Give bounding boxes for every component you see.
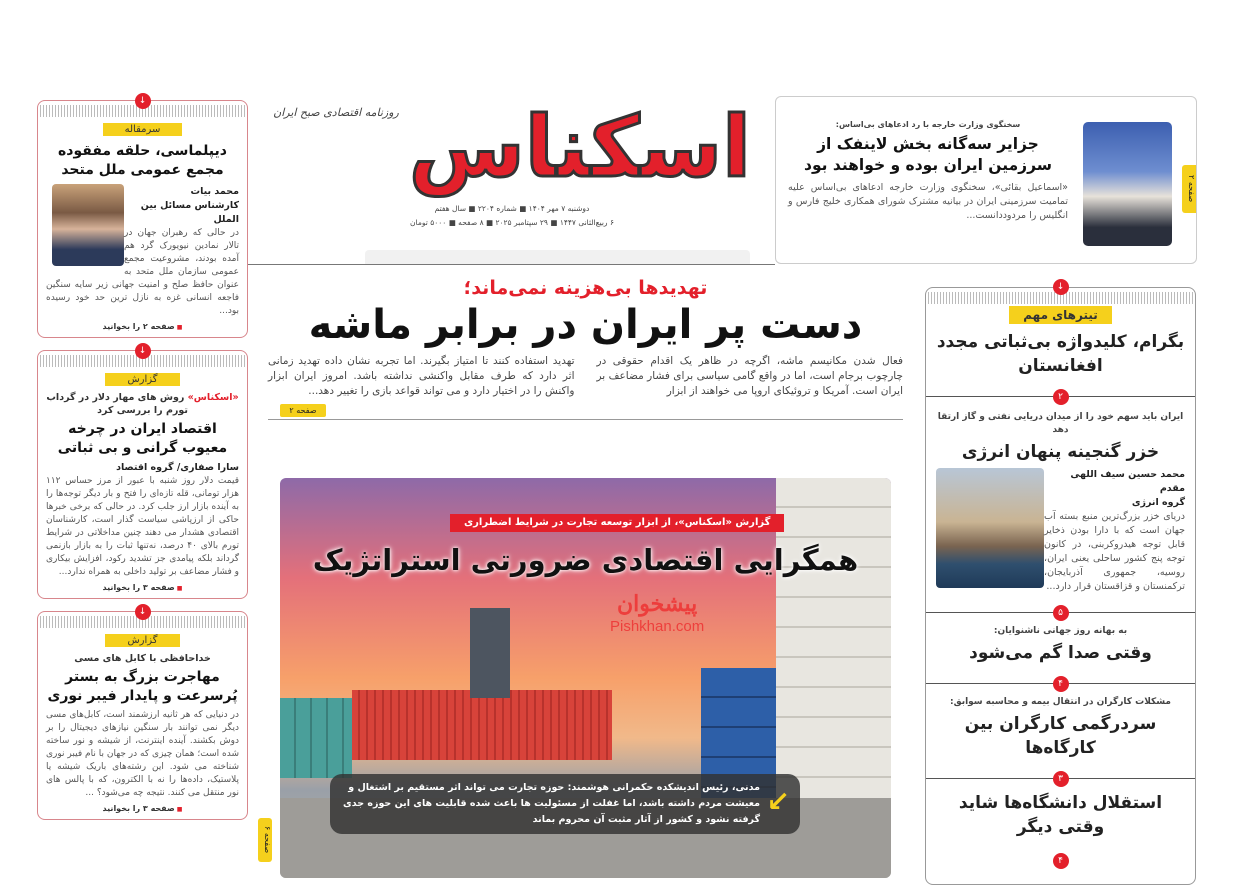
- headline-item[interactable]: [926, 397, 1195, 618]
- section-tag: سرمقاله: [103, 123, 183, 136]
- lead-divider: [268, 419, 903, 420]
- headline-item[interactable]: [926, 779, 1195, 866]
- lead-col-right: فعال شدن مکانیسم ماشه، اگرچه در ظاهر یک اقدام حقوقی در چارچوب برجام است، اما در واقع گامی سیاسی برای فشار مضاعف بر ایران است. آمریکا و تروئیکای اروپا می خواهند از ابزار: [596, 355, 903, 397]
- card-body: قیمت دلار روز شنبه با عبور از مرز حساس ۱۱۲ هزار تومانی، قله تازه‌ای را فتح و بار دیگر توجه‌ها را به آینده بازار ارز جلب کرد. در حالی که برخی خبرها حاکی از ارزپاشی سیاست گذار است، کارشناسان اقتصادی هشدار می دهند چنین مداخلاتی در شرایط تورم بالای ۴۰ درصد، نه‌تنها ثبات را به بازار بازنمی گرداند بلکه پیامدی جز تشدید رکود، افزایش بیکاری و فشار مضاعف بر تولید داخلی به همراه ندارد...: [46, 476, 239, 577]
- card-kicker: [46, 391, 239, 417]
- container-row: [280, 698, 352, 778]
- read-more-link[interactable]: ■ صفحه ۳ را بخوانید: [46, 583, 239, 592]
- page-number-badge: ۵: [1053, 605, 1069, 621]
- brand-name: «اسکناس»: [187, 392, 239, 403]
- kicker-text: روش های مهار دلار در گرداب تورم را بررسی کرد: [46, 392, 188, 416]
- watermark-en: Pishkhan.com: [610, 618, 705, 635]
- watermark-fa: پیشخوان: [616, 591, 698, 617]
- quote-box: [330, 774, 800, 834]
- pin-icon: ↓: [135, 343, 151, 359]
- editorial-card[interactable]: [37, 96, 248, 338]
- page-number-badge: ۳: [1053, 771, 1069, 787]
- top-story-headline: جزایر سه‌گانه بخش لاینفک از سرزمین ایران بوده و خواهند بود: [804, 135, 1052, 174]
- tagline: روزنامه اقتصادی صبح ایران: [273, 106, 399, 119]
- headlines-box: [925, 282, 1196, 885]
- section-tag: گزارش: [105, 373, 179, 386]
- author-name: سارا صفاری/ گروه اقتصاد: [116, 462, 239, 473]
- headline-item[interactable]: [926, 324, 1195, 402]
- item-headline: خزر گنجینه پنهان انرژی: [961, 442, 1160, 462]
- report-card-economy[interactable]: [37, 346, 248, 599]
- top-story-photo: [1083, 122, 1172, 246]
- top-story-kicker: سخنگوی وزارت خارجه با رد ادعاهای بی‌اساس:: [835, 120, 1021, 129]
- page-number-badge: ۴: [1053, 676, 1069, 692]
- page-number-badge: ۲: [1053, 389, 1069, 405]
- left-column: [37, 96, 248, 820]
- pin-icon: ↓: [135, 93, 151, 109]
- date-line-1: دوشنبه ۷ مهر ۱۴۰۴ ■ شماره ۲۲۰۴ ■ سال هفتم: [434, 204, 590, 213]
- author-name: محمد بیات: [190, 186, 239, 197]
- item-body: دریای خزر بزرگ‌ترین منبع بسته آب جهان است که با دارا بودن ذخایر قابل توجه هیدروکربنی، در کانون توجه پنج کشور ساحلی یعنی ایران، روسیه، جمهوری آذربایجان، ترکمنستان و قزاقستان قرار دارد...: [1044, 511, 1185, 592]
- item-kicker: مشکلات کارگران در انتقال بیمه و محاسبه سوابق:: [949, 697, 1171, 707]
- author-role: گروه انرژی: [1131, 497, 1185, 508]
- lead-page-tag[interactable]: صفحه ۲: [280, 404, 326, 417]
- card-body: در دنیایی که هر ثانیه ارزشمند است، کابل‌های مسی دیگر نمی توانند بار سنگین نیازهای دیجیتال را بر دوش بکشند. آینده اینترنت، از شیشه و نور ساخته شده است؛ همان چیزی که در جهان با نام فیبر نوری شناخته می شود. این رشته‌های باریک شیشه یا پلاستیک، داده‌ها را نه با الکترون، که با پالس های نور منتقل می کنند. نتیجه چه می‌شود؟ ...: [46, 710, 239, 798]
- masthead-divider: [245, 264, 775, 265]
- page-tag[interactable]: صفحه ۲: [1182, 165, 1196, 213]
- card-body: در حالی که رهبران جهان در تالار نمادین نیویورک گرد هم آمده بودند، مشروعیت مجمع عمومی سازمان ملل متحد به عنوان حافظ صلح و امنیت جهانی زیر سایه سنگین فاجعه انسانی غزه به نازل ترین حد خود رسیده بود...: [46, 228, 239, 316]
- report-card-fiber[interactable]: [37, 607, 248, 820]
- page-number-badge: ۴: [1053, 853, 1069, 869]
- author-name: محمد حسین سیف اللهی مقدم: [1070, 469, 1185, 494]
- masthead: [272, 92, 752, 230]
- lead-story[interactable]: [268, 276, 903, 420]
- newspaper-logo: اسکناس: [408, 98, 751, 196]
- top-story-body: «اسماعیل بقائی»، سخنگوی وزارت خارجه ادعاهای بی‌اساس علیه تمامیت سرزمینی ایران در بیانیه مشترک شورای همکاری خلیج فارس و انگلیس را مردوددانست...: [788, 182, 1068, 221]
- feature-label: گزارش «اسکناس»، از ابزار توسعه تجارت در شرایط اضطراری: [450, 514, 784, 532]
- headline-item[interactable]: [926, 684, 1195, 784]
- feature-page-tag[interactable]: صفحه ۶: [258, 818, 272, 862]
- lead-kicker: تهدیدها بی‌هزینه نمی‌ماند؛: [463, 277, 708, 299]
- item-kicker: ایران باید سهم خود را از میدان دریایی نفتی و گاز ارتقا دهد: [937, 412, 1184, 435]
- card-headline: اقتصاد ایران در چرخه معیوب گرانی و بی ثباتی: [57, 421, 228, 456]
- crane: [470, 608, 510, 698]
- item-kicker: به بهانه روز جهانی ناشنوایان:: [993, 626, 1128, 636]
- headline-item[interactable]: [926, 613, 1195, 689]
- section-tag: تیترهای مهم: [1009, 306, 1112, 324]
- top-story[interactable]: [775, 96, 1197, 264]
- masthead-shade: [365, 250, 750, 264]
- pin-icon: ↓: [1053, 279, 1069, 295]
- card-kicker: خداحافظی با کابل های مسی: [74, 653, 211, 664]
- card-headline: دیپلماسی، حلقه مفقوده مجمع عمومی ملل متحد: [58, 143, 227, 178]
- author-photo: [52, 184, 124, 266]
- date-line-2: ۶ ربیع‌الثانی ۱۴۴۷ ■ ۲۹ سپتامبر ۲۰۲۵ ■ ۸ صفحه ■ ۵۰۰۰ تومان: [410, 218, 614, 227]
- watermark: [610, 590, 704, 636]
- read-more-link[interactable]: ■ صفحه ۲ را بخوانید: [46, 322, 239, 331]
- container: [352, 690, 612, 760]
- card-headline: مهاجرت بزرگ به بستر پُرسرعت و پایدار فیبر نوری: [47, 669, 238, 704]
- item-headline: وقتی صدا گم می‌شود: [969, 643, 1152, 663]
- lead-col-left: تهدید استفاده کنند تا امتیاز بگیرند. اما تجربه نشان داده تهدید زمانی اثر دارد که طرف مقابل واکنشی نداشته باشد. امروز ایران ابزار واکنش را در اختیار دارد و می تواند قواعد بازی را تغییر دهد...: [268, 355, 575, 397]
- item-headline: سردرگمی کارگران بین کارگاه‌ها: [964, 714, 1157, 758]
- item-headline: استقلال دانشگاه‌ها شاید وقتی دیگر: [958, 793, 1163, 837]
- item-headline: بگرام، کلیدواژه بی‌ثباتی مجدد افغانستان: [936, 332, 1185, 376]
- arrow-icon: ↙: [766, 785, 790, 818]
- feature-headline: همگرایی اقتصادی ضرورتی استراتژیک: [312, 543, 859, 577]
- section-tag: گزارش: [105, 634, 179, 647]
- item-photo: [936, 468, 1044, 588]
- author-role: کارشناس مسائل بین الملل: [140, 200, 239, 225]
- feature-photo[interactable]: [280, 478, 891, 878]
- lead-headline: دست پر ایران در برابر ماشه: [308, 302, 863, 348]
- feature-quote: مدنی، رئیس اندیشکده حکمرانی هوشمند: حوزه تجارت می تواند اثر مستقیم بر اشتغال و معیشت مردم داشته باشد، اما غفلت از مسئولیت ها باعث شده قابلیت های این حوزه جدی گرفته نشود و کشور از آثار مثبت آن محروم بماند: [343, 782, 760, 825]
- read-more-link[interactable]: ■ صفحه ۳ را بخوانید: [46, 804, 239, 813]
- pin-icon: ↓: [135, 604, 151, 620]
